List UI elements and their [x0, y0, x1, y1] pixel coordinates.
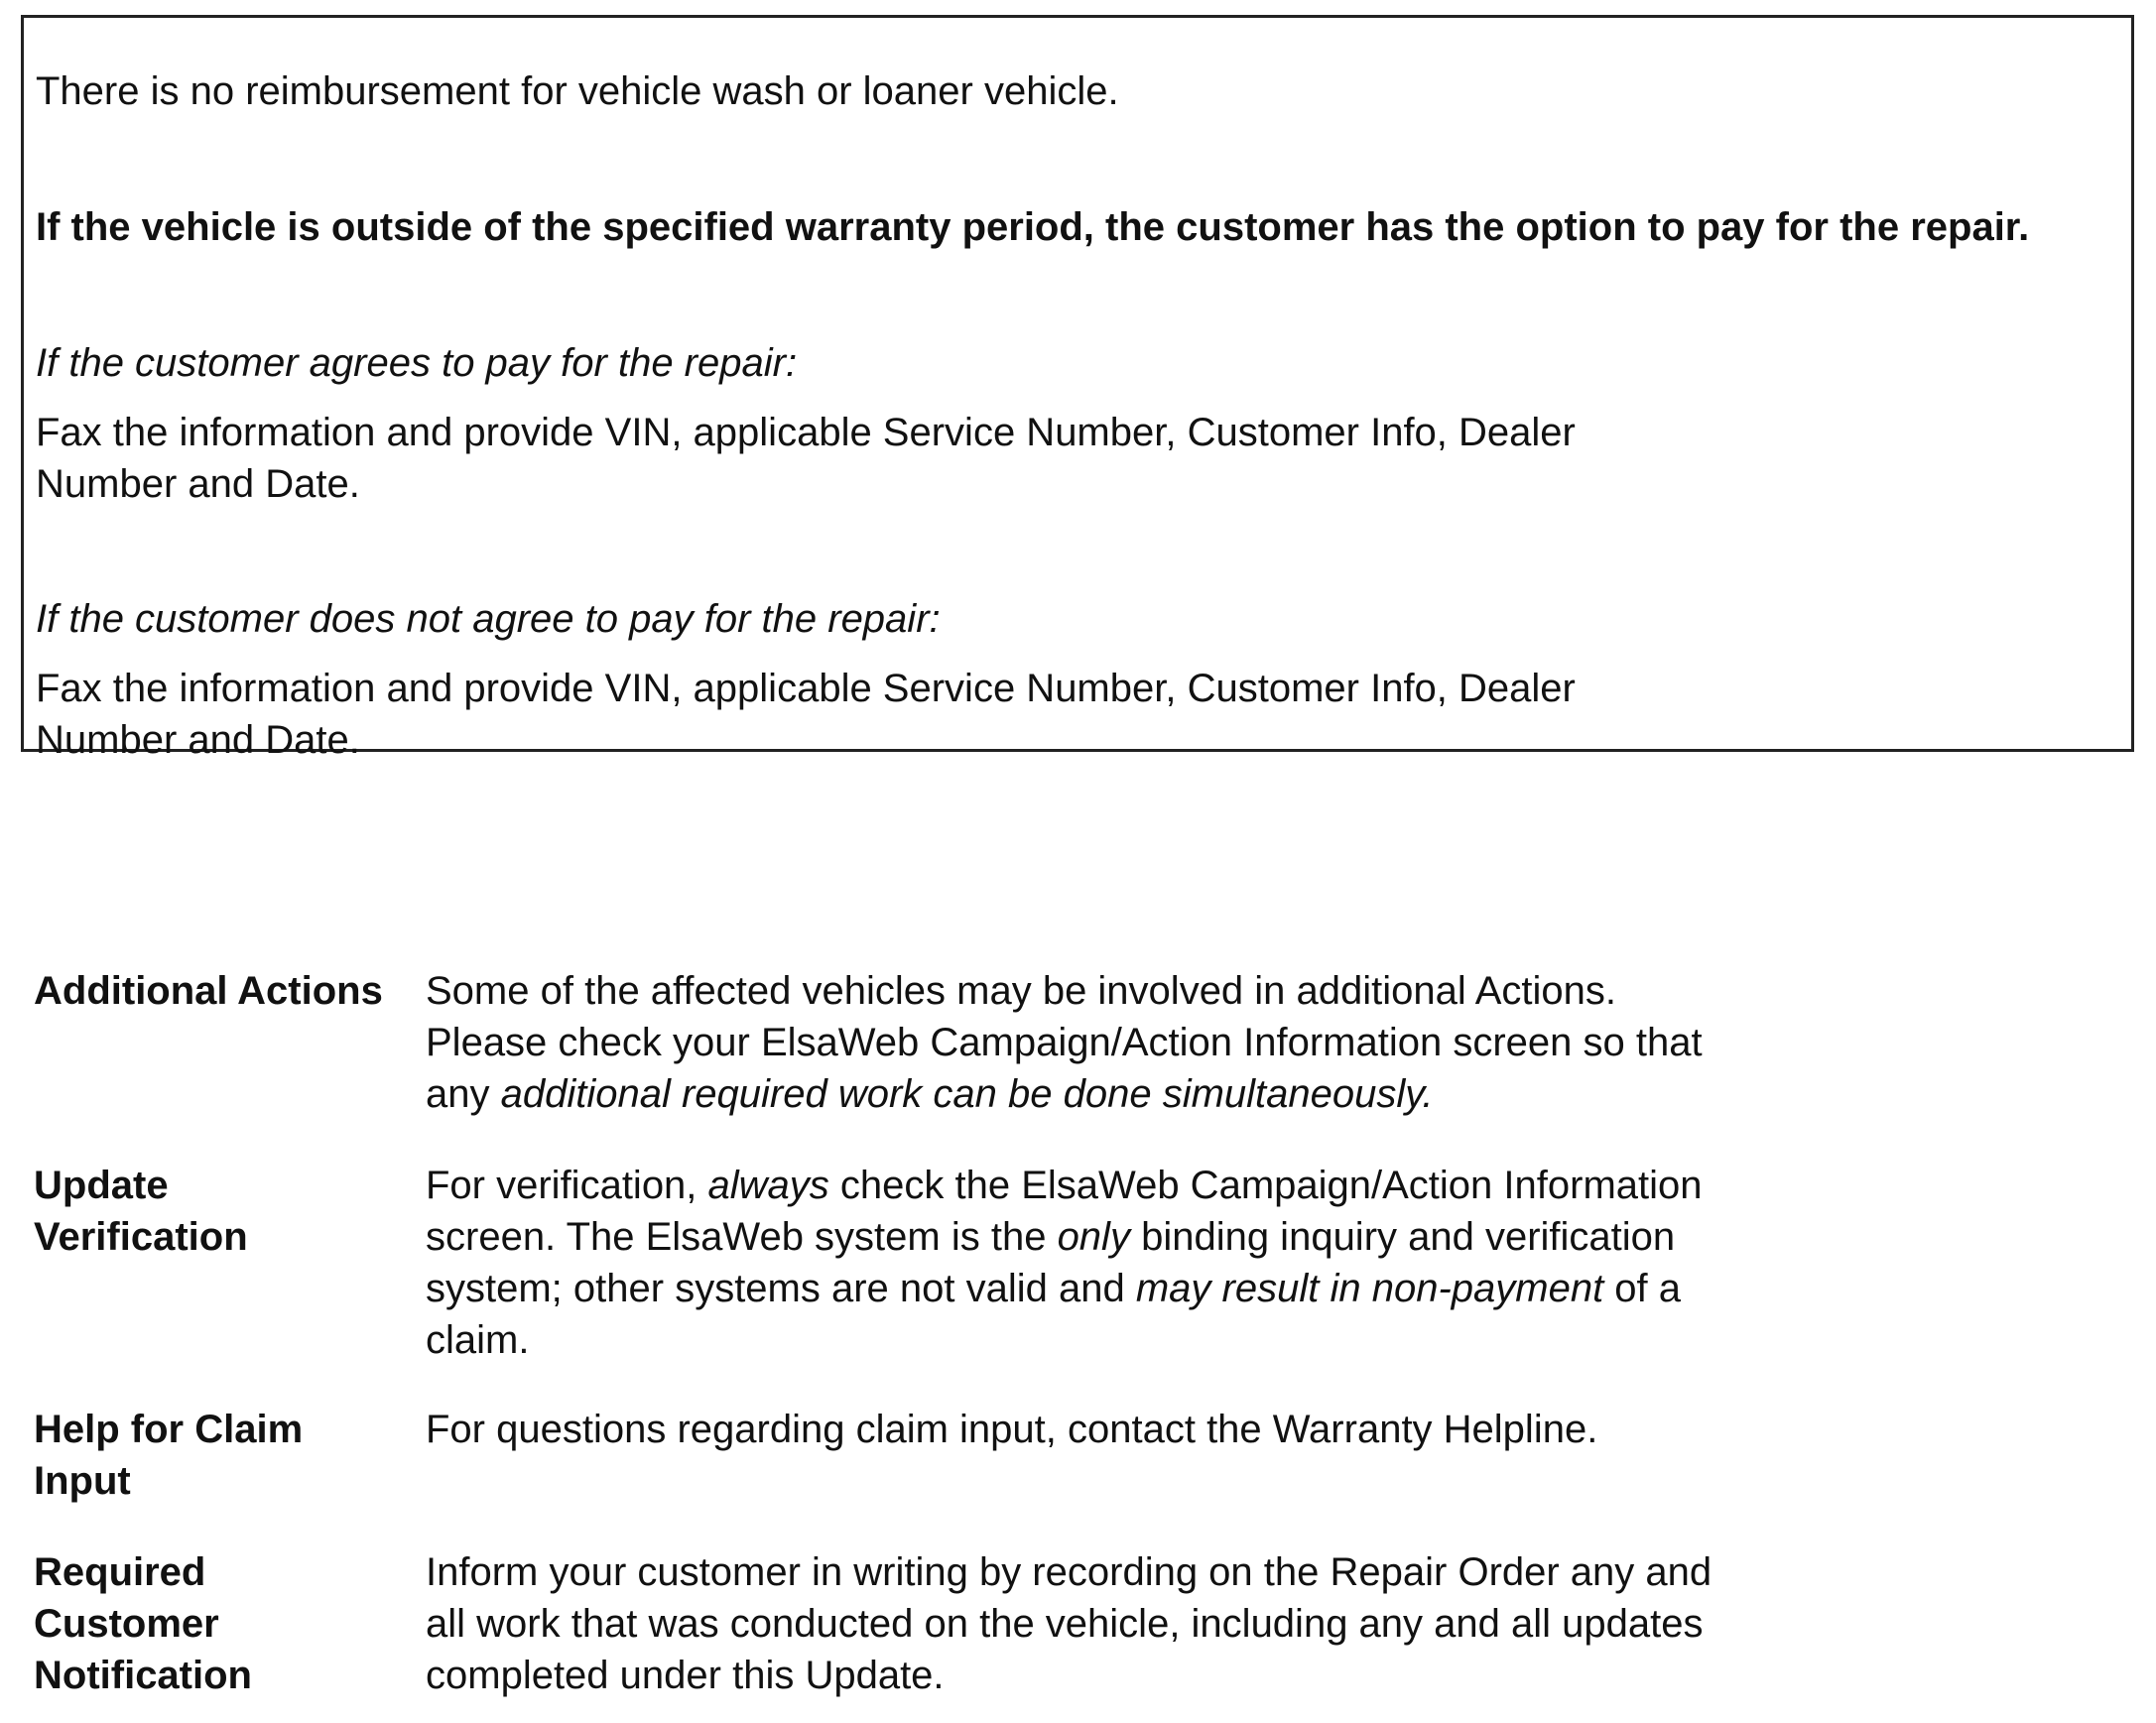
- help-claim-input-desc-line1: For questions regarding claim input, contact the Warranty Helpline.: [426, 1408, 1598, 1451]
- help-claim-input-description: [426, 1404, 1815, 1455]
- warranty-notice-box: [21, 15, 2134, 762]
- update-verification-desc-line3-c: of a: [1603, 1267, 1682, 1310]
- additional-actions-label: [34, 965, 411, 1017]
- update-verification-desc-line2-a: screen. The ElsaWeb system is the: [426, 1215, 1058, 1259]
- update-verification-label-line2: Verification: [34, 1215, 248, 1259]
- update-verification-desc-line1-c: check the ElsaWeb Campaign/Action Information: [828, 1164, 1703, 1207]
- update-verification-desc-line1: [426, 1160, 1815, 1211]
- additional-actions-desc-line3: [426, 1068, 1815, 1120]
- update-verification-desc-line1-a: For verification,: [426, 1164, 708, 1207]
- update-verification-desc-line3-emphasis: may result in non-payment: [1135, 1267, 1604, 1310]
- agrees-instruction-line2: Number and Date.: [36, 462, 360, 506]
- not-agree-instruction-line1: Fax the information and provide VIN, applicable Service Number, Customer Info, Dealer: [36, 667, 1576, 710]
- additional-actions-label-line1: Additional Actions: [34, 969, 383, 1013]
- not-agree-instruction-line2: Number and Date.: [36, 718, 360, 762]
- update-verification-label-line1: Update: [34, 1164, 169, 1207]
- required-notification-desc-line2: all work that was conducted on the vehicle, including any and all updates: [426, 1602, 1704, 1646]
- update-verification-desc-line4: claim.: [426, 1318, 530, 1362]
- update-verification-label: [34, 1160, 411, 1263]
- required-notification-label-line1: Required: [34, 1550, 206, 1594]
- update-verification-desc-line2: [426, 1211, 1815, 1263]
- required-notification-label-line3: Notification: [34, 1654, 252, 1697]
- not-agree-heading: If the customer does not agree to pay for the repair:: [36, 597, 941, 641]
- required-notification-label: [34, 1546, 411, 1701]
- additional-actions-desc-line3-italic: additional required work can be done simultaneously.: [500, 1072, 1434, 1116]
- update-verification-desc-line3-a: system; other systems are not valid and: [426, 1267, 1136, 1310]
- agrees-heading: If the customer agrees to pay for the repair:: [36, 341, 798, 385]
- update-verification-desc-line3: [426, 1263, 1815, 1314]
- required-notification-desc-line3: completed under this Update.: [426, 1654, 945, 1697]
- required-notification-desc-line1: Inform your customer in writing by recording on the Repair Order any and: [426, 1550, 1712, 1594]
- help-claim-input-label: [34, 1404, 411, 1507]
- update-verification-desc-line2-emphasis: only: [1057, 1215, 1130, 1259]
- required-notification-label-line2: Customer: [34, 1602, 219, 1646]
- additional-actions-desc-line1: Some of the affected vehicles may be involved in additional Actions.: [426, 969, 1616, 1013]
- required-notification-description: [426, 1546, 1815, 1701]
- agrees-instruction-line1: Fax the information and provide VIN, applicable Service Number, Customer Info, Dealer: [36, 411, 1576, 454]
- update-verification-description: [426, 1160, 1815, 1366]
- additional-actions-description: [426, 965, 1815, 1120]
- outside-warranty-text: If the vehicle is outside of the specified warranty period, the customer has the option to pay for the repair.: [36, 205, 2030, 249]
- update-verification-desc-line2-c: binding inquiry and verification: [1129, 1215, 1676, 1259]
- no-reimbursement-text: There is no reimbursement for vehicle wash or loaner vehicle.: [36, 69, 1119, 113]
- additional-actions-desc-line3-plain: any: [426, 1072, 501, 1116]
- help-claim-input-label-line2: Input: [34, 1459, 131, 1503]
- additional-actions-desc-line2: Please check your ElsaWeb Campaign/Action Information screen so that: [426, 1021, 1703, 1064]
- update-verification-desc-line1-emphasis: always: [707, 1164, 829, 1207]
- help-claim-input-label-line1: Help for Claim: [34, 1408, 304, 1451]
